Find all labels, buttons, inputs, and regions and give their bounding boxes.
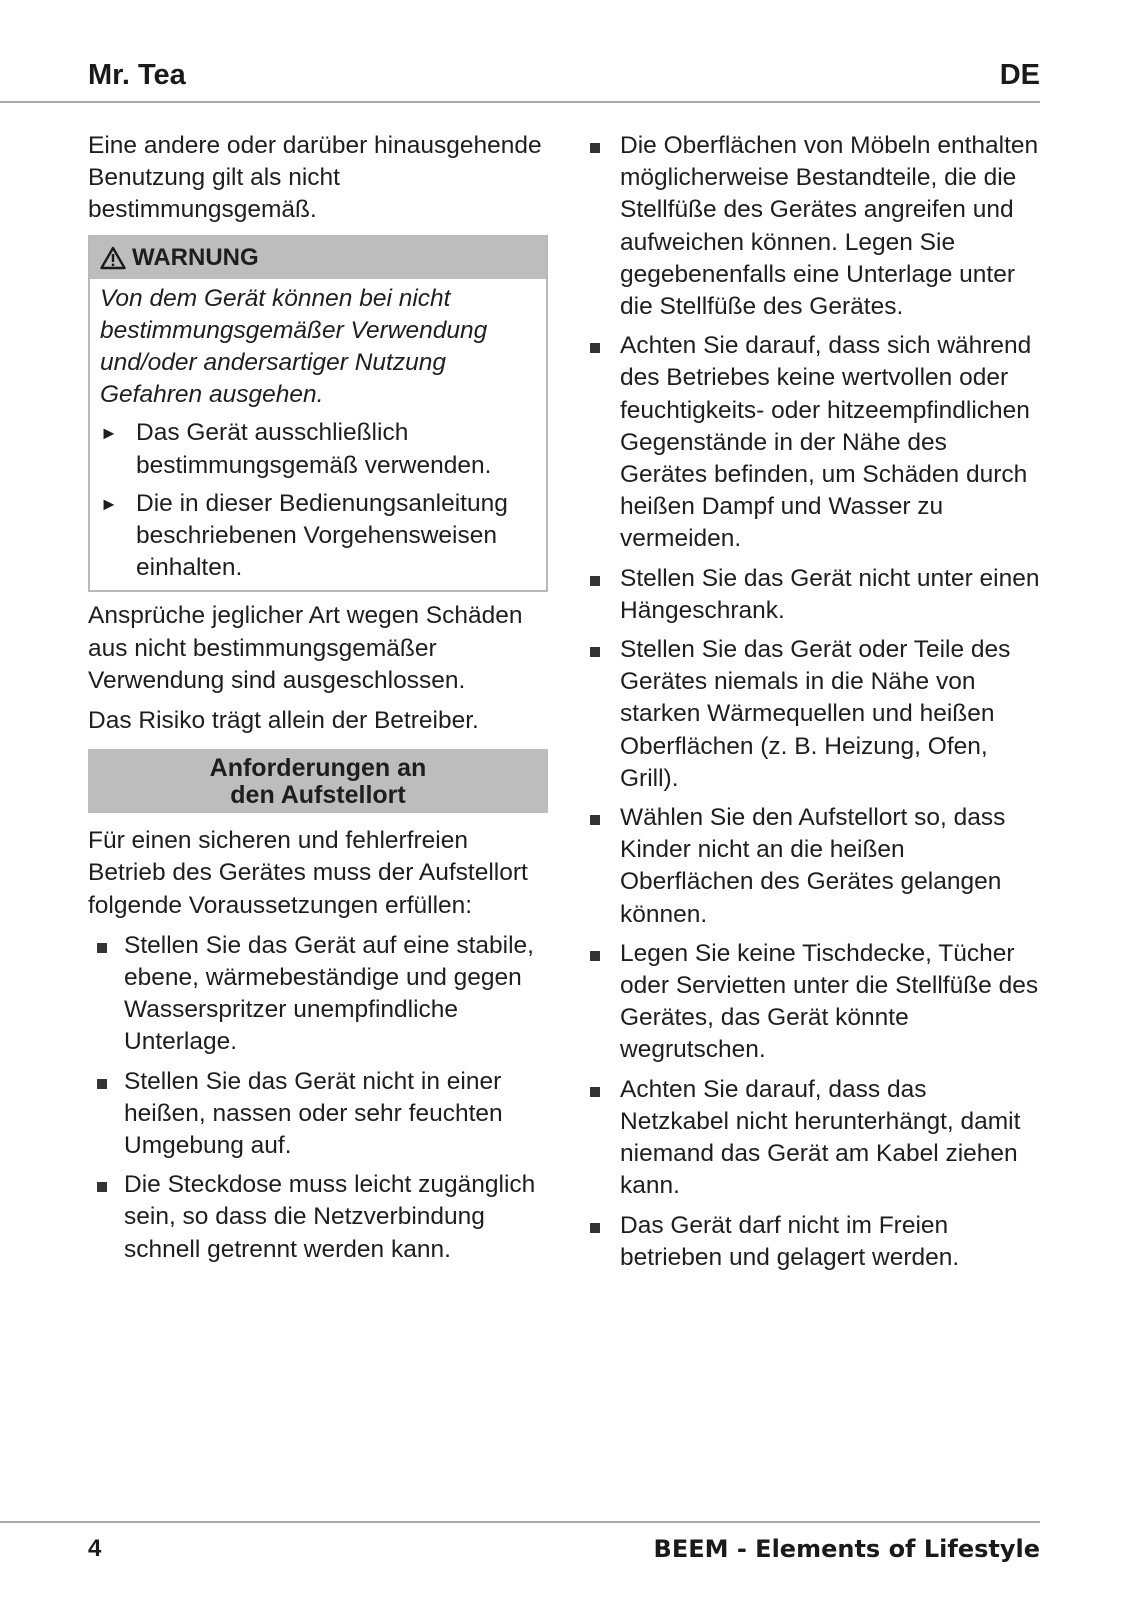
warning-header <box>90 237 546 279</box>
list-item: Stellen Sie das Gerät auf eine stabile, ebene, wärmebeständige und gegen Wasserspritzer unempfindliche Unterlage. <box>97 930 548 1059</box>
header-rule <box>0 101 1040 103</box>
square-bullet-icon <box>97 930 124 1059</box>
page-footer <box>88 1532 1040 1566</box>
warning-title: WARNUNG <box>132 243 259 271</box>
page-number: 4 <box>88 1535 102 1562</box>
language-code: DE <box>999 58 1040 91</box>
warning-instruction: ► Die in dieser Bedienungsanleitung beschriebenen Vorgehensweisen einhalten. <box>100 488 536 585</box>
list-item: Stellen Sie das Gerät nicht unter einen Hängeschrank. <box>590 563 1040 627</box>
arrow-right-icon: ► <box>100 493 118 514</box>
warning-triangle-icon <box>100 246 126 270</box>
list-item: Die Steckdose muss leicht zugänglich sein, so dass die Netzverbindung schnell getrennt werden kann. <box>97 1169 548 1266</box>
warning-box <box>88 235 548 593</box>
list-item: Stellen Sie das Gerät oder Teile des Gerätes niemals in die Nähe von starken Wärmequellen und heißen Oberflächen (z. B. Heizung, Ofen, Grill). <box>590 634 1040 795</box>
claims-paragraph: Ansprüche jeglicher Art wegen Schäden aus nicht bestimmungsgemäßer Verwendung sind ausgeschlossen. <box>88 602 523 694</box>
square-bullet-icon <box>97 1066 124 1163</box>
square-bullet-icon <box>590 330 620 555</box>
section-intro: Für einen sicheren und fehlerfreien Betrieb des Gerätes muss der Aufstellort folgende Voraussetzungen erfüllen: <box>88 827 528 919</box>
list-item: Wählen Sie den Aufstellort so, dass Kinder nicht an die heißen Oberflächen des Gerätes gelangen können. <box>590 802 1040 931</box>
requirements-list <box>88 930 548 1266</box>
list-item: Das Gerät darf nicht im Freien betrieben und gelagert werden. <box>590 1210 1040 1274</box>
square-bullet-icon <box>590 1074 620 1203</box>
list-item: Stellen Sie das Gerät nicht in einer heißen, nassen oder sehr feuchten Umgebung auf. <box>97 1066 548 1163</box>
list-item: Legen Sie keine Tischdecke, Tücher oder Servietten unter die Stellfüße des Gerätes, das Gerät könnte wegrutschen. <box>590 938 1040 1067</box>
square-bullet-icon <box>97 1169 124 1266</box>
square-bullet-icon <box>590 634 620 795</box>
right-column <box>590 130 1040 1281</box>
page-header <box>88 56 1040 94</box>
square-bullet-icon <box>590 802 620 931</box>
brand-tagline: BEEM - Elements of Lifestyle <box>653 1535 1040 1563</box>
arrow-right-icon: ► <box>100 423 118 444</box>
risk-paragraph: Das Risiko trägt allein der Betreiber. <box>88 707 479 735</box>
square-bullet-icon <box>590 1210 620 1274</box>
square-bullet-icon <box>590 563 620 627</box>
footer-rule <box>0 1521 1040 1523</box>
requirements-list-continued <box>590 130 1040 1274</box>
section-heading: Anforderungen an den Aufstellort <box>88 749 548 813</box>
manual-title: Mr. Tea <box>88 58 186 91</box>
square-bullet-icon <box>590 938 620 1067</box>
intro-paragraph: Eine andere oder darüber hinausgehende Benutzung gilt als nicht bestimmungsgemäß. <box>88 132 542 224</box>
warning-instruction: ► Das Gerät ausschließlich bestimmungsgemäß verwenden. <box>100 417 536 481</box>
left-column <box>88 130 548 1273</box>
list-item: Achten Sie darauf, dass sich während des Betriebes keine wertvollen oder feuchtigkeits- oder hitzeempfindlichen Gegenstände in der Nähe des Gerätes befinden, um Schäden durch heißen Dampf und Wasser zu vermeiden. <box>590 330 1040 555</box>
warning-text: Von dem Gerät können bei nicht bestimmungsgemäßer Verwendung und/oder andersartiger Nutzung Gefahren ausgehen. <box>100 284 488 409</box>
square-bullet-icon <box>590 130 620 323</box>
list-item: Die Oberflächen von Möbeln enthalten möglicherweise Bestandteile, die die Stellfüße des Gerätes angreifen und aufweichen können. Legen Sie gegebenenfalls eine Unterlage unter die Stellfüße des Gerätes. <box>590 130 1040 323</box>
list-item: Achten Sie darauf, dass das Netzkabel nicht herunterhängt, damit niemand das Gerät am Kabel ziehen kann. <box>590 1074 1040 1203</box>
